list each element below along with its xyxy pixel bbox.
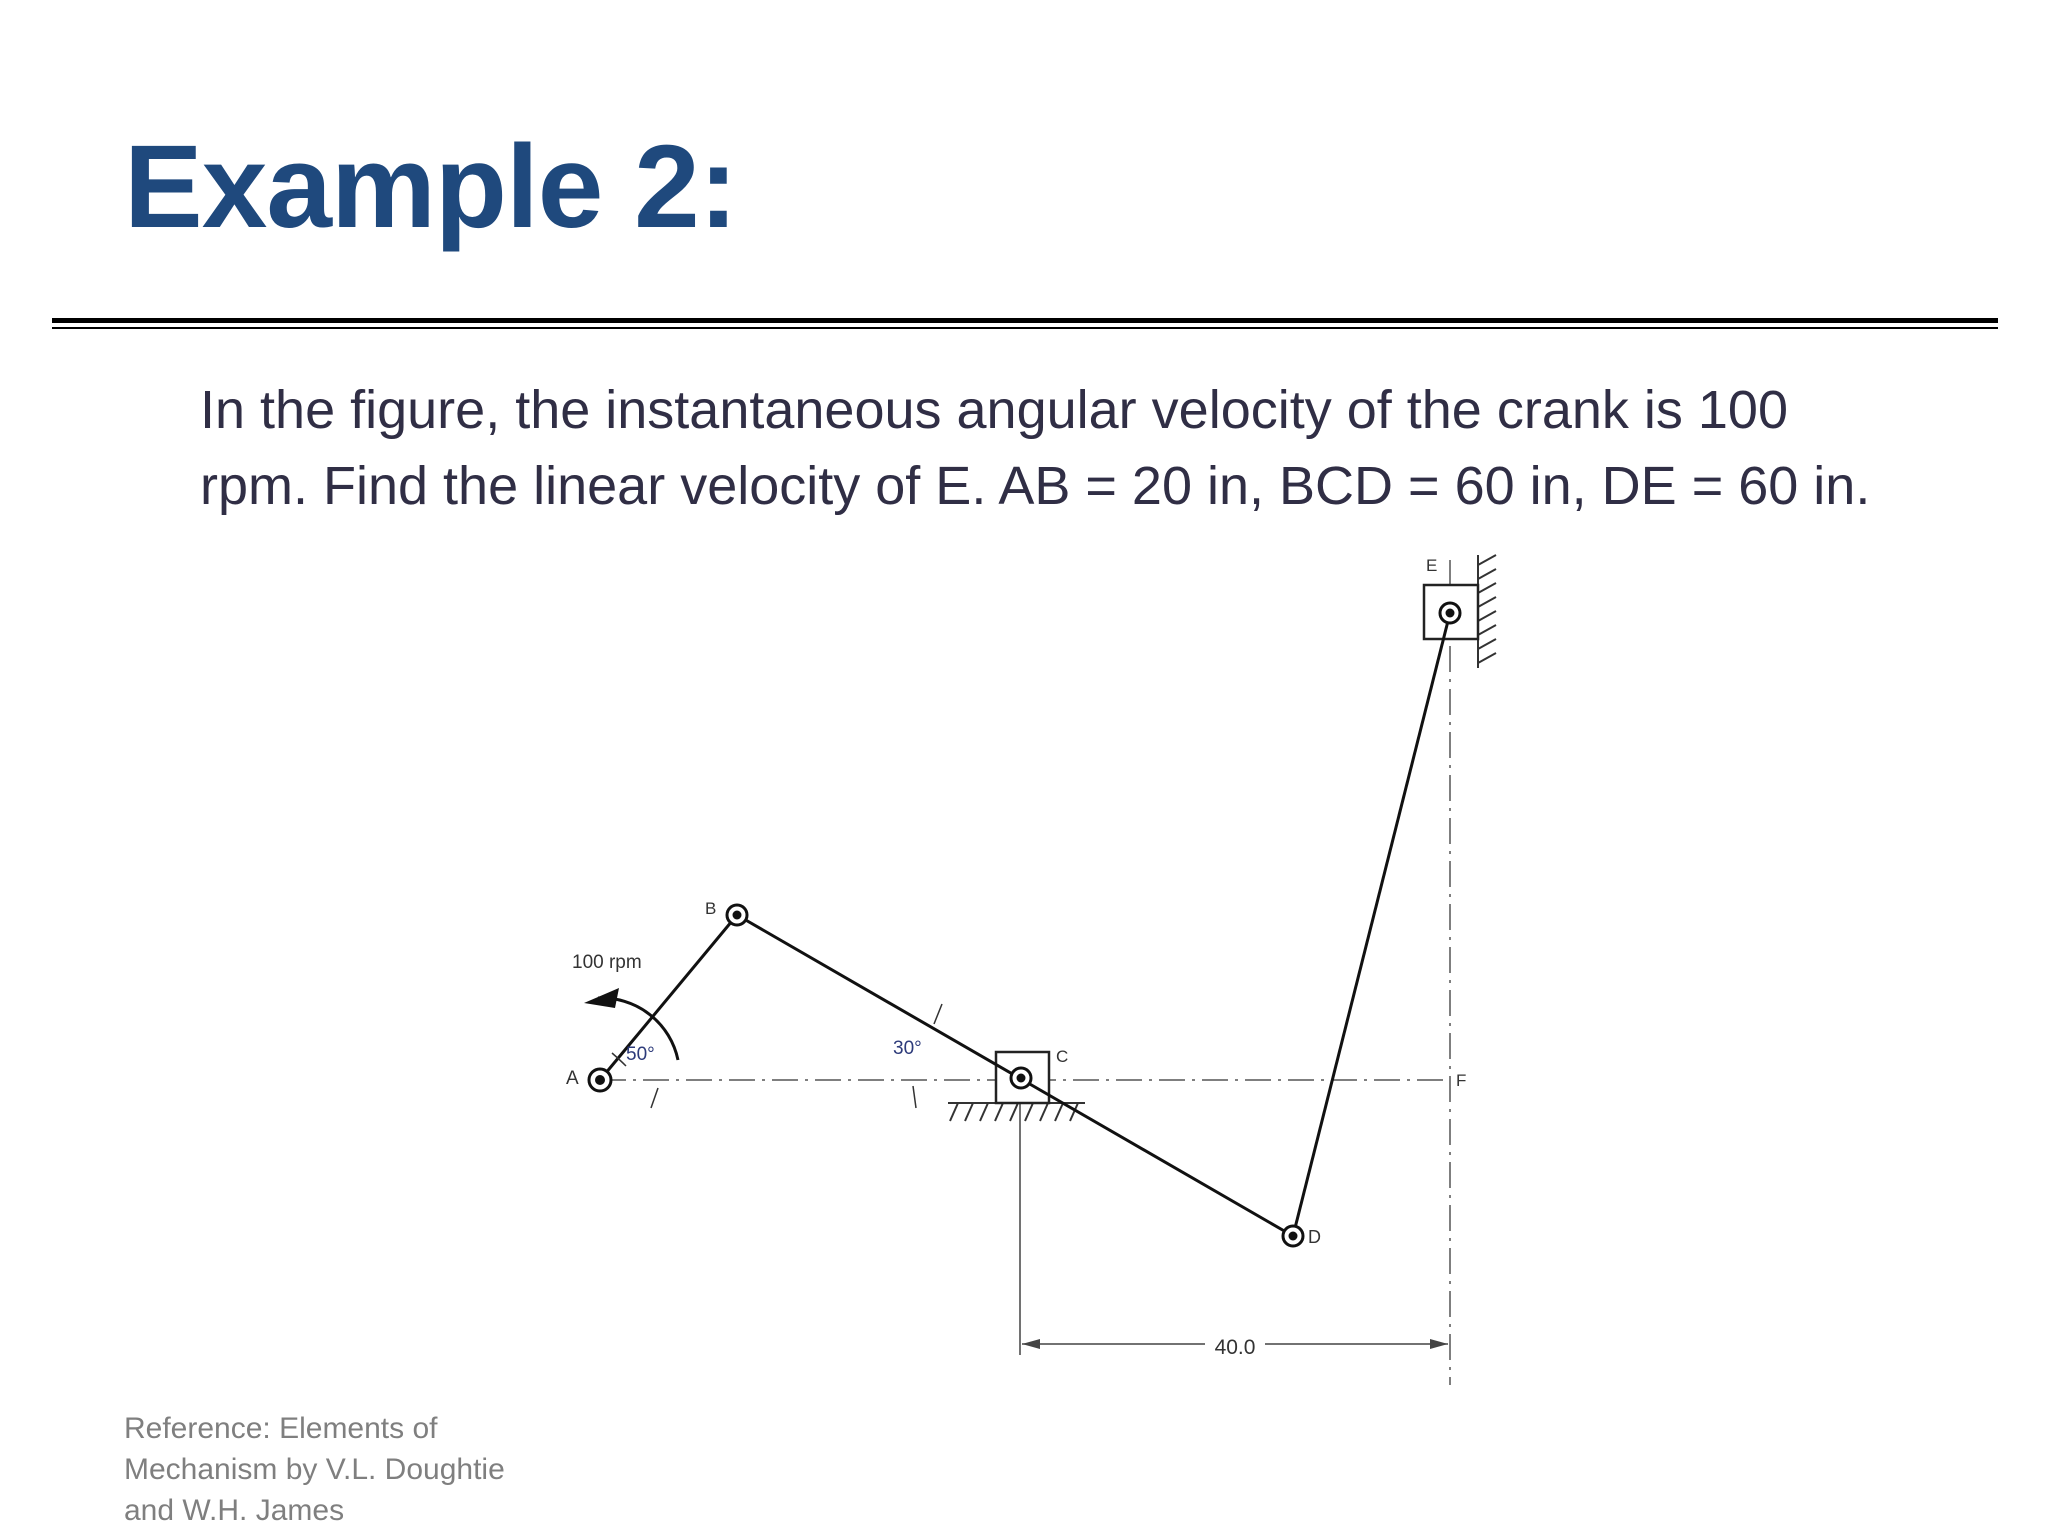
rotation-arrowhead	[584, 988, 619, 1008]
pin-e	[1440, 603, 1460, 623]
link-ab	[600, 915, 737, 1080]
pin-d	[1283, 1226, 1303, 1246]
reference-line-3: and W.H. James	[124, 1494, 345, 1527]
label-d: D	[1308, 1227, 1321, 1247]
reference-line-1: Reference: Elements of	[124, 1412, 438, 1445]
crank-angle-label: 50°	[626, 1044, 655, 1065]
label-f: F	[1456, 1071, 1467, 1090]
problem-line-2: rpm. Find the linear velocity of E. AB = 20 in, BCD = 60 in, DE = 60 in.	[200, 456, 1871, 516]
label-e: E	[1426, 556, 1438, 575]
label-c: C	[1056, 1047, 1069, 1066]
label-a: A	[566, 1068, 579, 1089]
label-b: B	[705, 899, 717, 918]
slide-title: Example 2:	[124, 121, 738, 253]
reference-note	[124, 1408, 584, 1531]
problem-line-1: In the figure, the instantaneous angular velocity of the crank is 100	[200, 380, 1788, 440]
reference-line-2: Mechanism by V.L. Doughtie	[124, 1453, 505, 1486]
pin-c	[1011, 1068, 1031, 1088]
dimension-label: 40.0	[1214, 1336, 1256, 1359]
link-angle-label: 30°	[893, 1038, 922, 1059]
pin-b	[727, 905, 747, 925]
link-de	[1293, 613, 1450, 1236]
ground-e	[1478, 555, 1496, 668]
speed-label: 100 rpm	[572, 952, 642, 973]
pin-a	[589, 1069, 611, 1091]
dimension-40	[1020, 1085, 1448, 1359]
